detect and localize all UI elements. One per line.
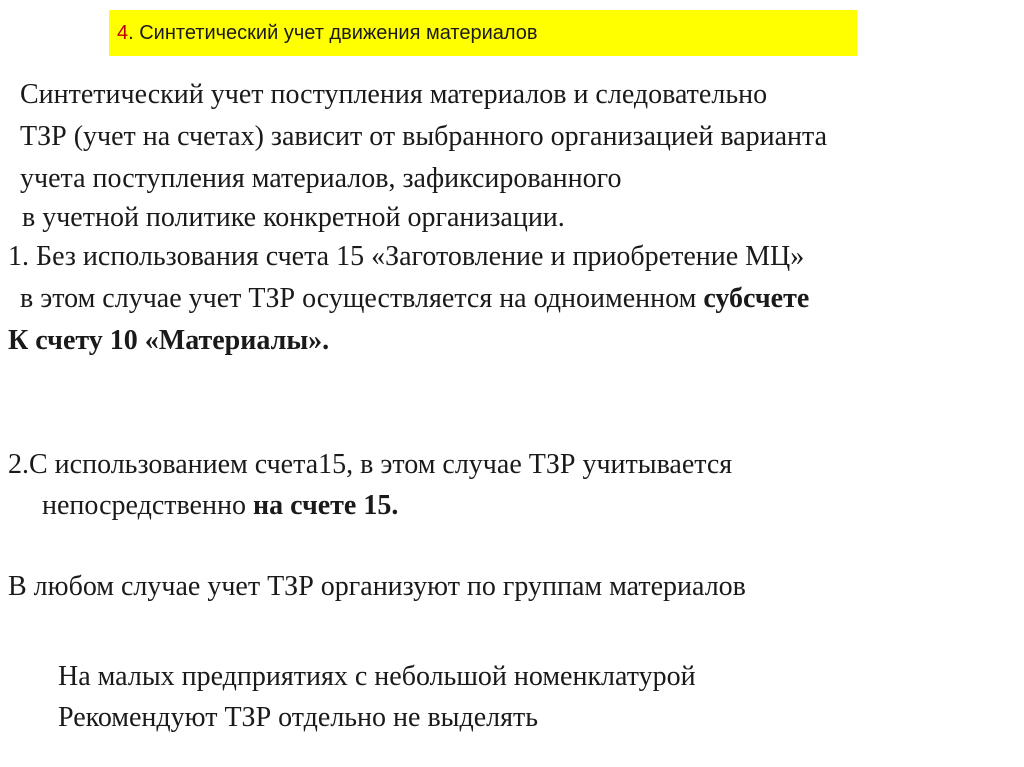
paragraph-line-2: ТЗР (учет на счетах) зависит от выбранного организацией варианта	[20, 121, 827, 152]
option-1-line-1: 1. Без использования счета 15 «Заготовление и приобретение МЦ»	[8, 241, 805, 272]
slide-title	[109, 10, 857, 56]
option-1-line-2	[20, 282, 809, 316]
option-1-bold: субсчете	[703, 283, 810, 314]
option-2-bold: на счете 15.	[252, 490, 399, 521]
note-line-2: Рекомендуют ТЗР отдельно не выделять	[58, 702, 539, 733]
paragraph-line-4: в учетной политике конкретной организации.	[22, 202, 565, 233]
option-2-line-2	[42, 489, 398, 523]
option-1-line-3: К счету 10 «Материалы».	[8, 325, 330, 356]
option-1-plain: в этом случае учет ТЗР осуществляется на одноименном	[20, 283, 704, 314]
paragraph-line-1: Синтетический учет поступления материалов и следовательно	[20, 79, 768, 110]
note-line-1: На малых предприятиях с небольшой номенклатурой	[58, 661, 696, 692]
option-2-plain: непосредственно	[42, 490, 253, 521]
summary-line: В любом случае учет ТЗР организуют по группам материалов	[8, 571, 746, 602]
title-text: . Синтетический учет движения материалов	[128, 21, 538, 44]
title-number: 4	[117, 21, 129, 44]
paragraph-line-3: учета поступления материалов, зафиксированного	[20, 163, 622, 194]
option-2-line-1: 2.С использованием счета15, в этом случае ТЗР учитывается	[8, 449, 733, 480]
